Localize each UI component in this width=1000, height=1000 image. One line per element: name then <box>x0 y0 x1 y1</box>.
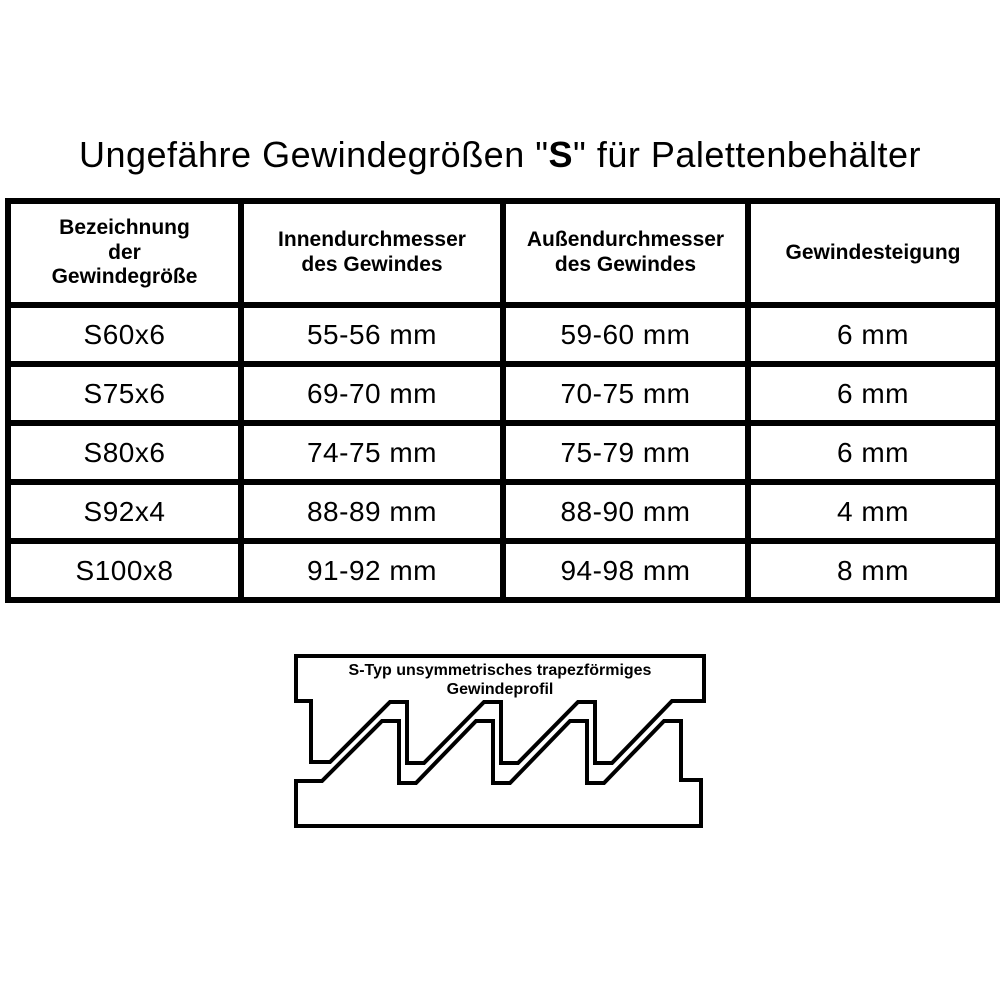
header-line: Bezeichnung <box>59 215 190 239</box>
diagram-caption <box>294 659 706 701</box>
cell-size-designation: S75x6 <box>8 364 241 423</box>
cell-pitch: 4 mm <box>748 482 998 541</box>
cell-inner-diameter: 74-75 mm <box>241 423 503 482</box>
cell-outer-diameter: 94-98 mm <box>503 541 748 600</box>
cell-size-designation: S100x8 <box>8 541 241 600</box>
cell-inner-diameter: 55-56 mm <box>241 305 503 364</box>
header-line: des Gewindes <box>301 253 443 276</box>
title-text-right: " für Palettenbehälter <box>573 134 922 175</box>
header-line: Innendurchmesser <box>278 228 466 252</box>
col-header-innendurchmesser <box>241 201 503 305</box>
table-row <box>8 482 998 541</box>
table-row <box>8 305 998 364</box>
cell-size-designation: S60x6 <box>8 305 241 364</box>
page-title <box>0 134 1000 176</box>
table-row <box>8 423 998 482</box>
cell-outer-diameter: 70-75 mm <box>503 364 748 423</box>
diagram-caption-line: Gewindeprofil <box>446 681 554 698</box>
title-emphasis-s: S <box>548 134 574 175</box>
table-row <box>8 541 998 600</box>
header-line: des Gewindes <box>554 253 697 276</box>
thread-size-table <box>5 198 1000 603</box>
cell-outer-diameter: 75-79 mm <box>503 423 748 482</box>
cell-pitch: 6 mm <box>748 364 998 423</box>
cell-inner-diameter: 88-89 mm <box>241 482 503 541</box>
cell-pitch: 6 mm <box>748 423 998 482</box>
title-text-left: Ungefähre Gewindegrößen " <box>78 134 549 175</box>
header-line: Gewindesteigung <box>785 240 961 264</box>
col-header-gewindesteigung <box>748 201 998 305</box>
cell-size-designation: S80x6 <box>8 423 241 482</box>
cell-outer-diameter: 59-60 mm <box>503 305 748 364</box>
cell-pitch: 6 mm <box>748 305 998 364</box>
cell-outer-diameter: 88-90 mm <box>503 482 748 541</box>
cell-inner-diameter: 91-92 mm <box>241 541 503 600</box>
header-line: Gewindegröße <box>51 265 198 289</box>
cell-pitch: 8 mm <box>748 541 998 600</box>
cell-size-designation: S92x4 <box>8 482 241 541</box>
col-header-aussendurchmesser <box>503 201 748 305</box>
thread-profile-diagram <box>294 653 706 829</box>
header-line: Außendurchmesser <box>526 228 725 252</box>
table-header-row <box>8 201 998 305</box>
header-line: der <box>108 240 141 264</box>
col-header-bezeichnung <box>8 201 241 305</box>
diagram-caption-line: S-Typ unsymmetrisches trapezförmiges <box>348 662 652 679</box>
cell-inner-diameter: 69-70 mm <box>241 364 503 423</box>
table-row <box>8 364 998 423</box>
